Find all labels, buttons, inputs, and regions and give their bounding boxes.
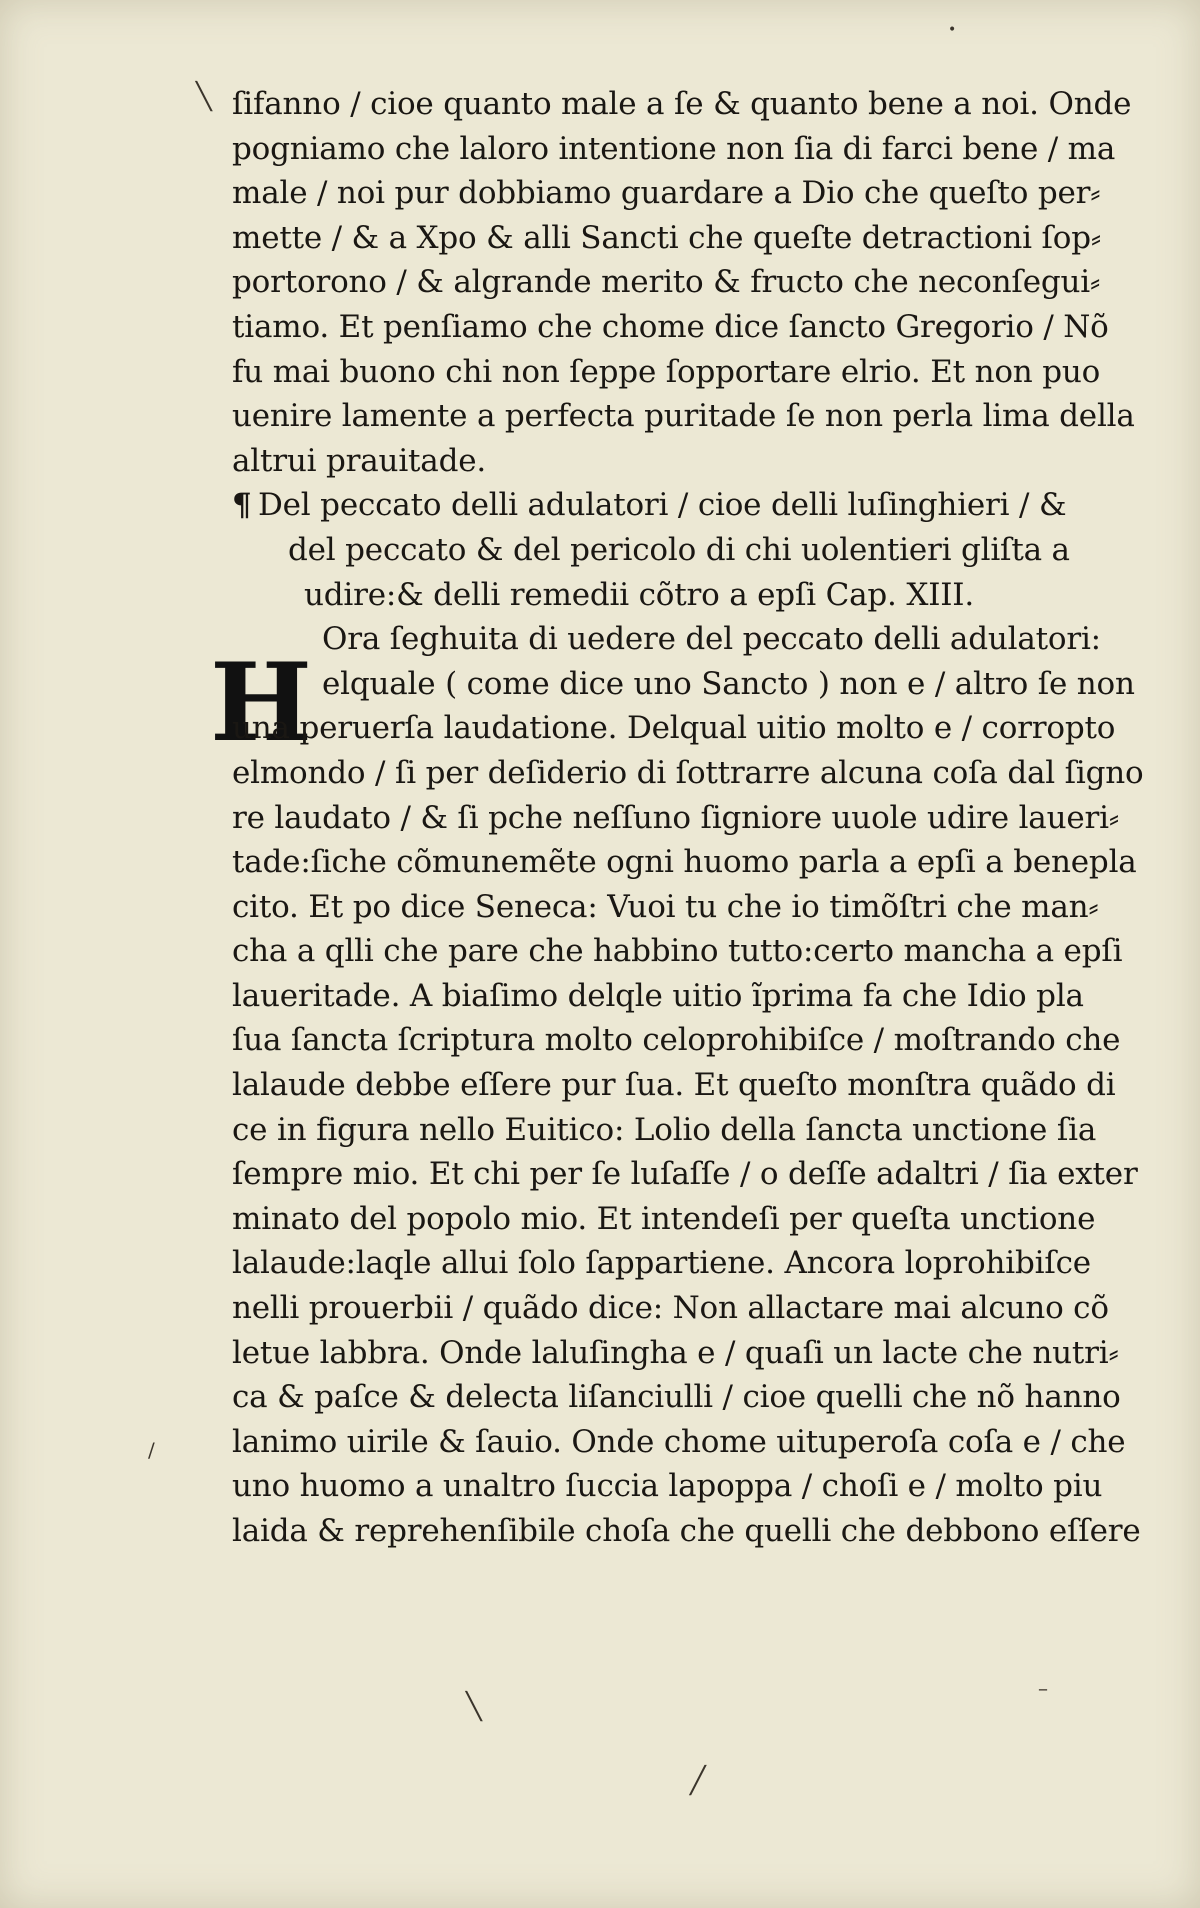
- text-line: mette / & a Xpo & alli Sancti che queſte detractioni ſop⸗: [232, 219, 1101, 256]
- text-line: ſua ſancta ſcriptura molto celoprohibiſce / moſtrando che: [232, 1022, 1121, 1059]
- text-line: ſifanno / cioe quanto male a ſe & quanto bene a noi. Onde: [232, 86, 1132, 122]
- heading-line: ¶ Del peccato delli adulatori / cioe delli luſinghieri / &: [232, 483, 1112, 528]
- heading-line: del peccato & del pericolo di chi uolentieri gliſta a: [288, 531, 1070, 568]
- margin-mark: •: [948, 22, 957, 38]
- chapter-heading: [232, 483, 1112, 617]
- text-line: lanimo uirile & ſauio. Onde chome uituperoſa coſa e / che: [232, 1423, 1126, 1460]
- opening-paragraph: [232, 82, 1135, 483]
- text-line: tade:ſiche cõmunemẽte ogni huomo parla a epſi a benepla: [232, 844, 1137, 881]
- text-line: ce in figura nello Euitico: Lolio della ſancta unctione ſia: [232, 1111, 1097, 1148]
- text-line: lalaude debbe eſſere pur ſua. Et queſto monſtra quãdo di: [232, 1067, 1116, 1104]
- margin-mark: ╲: [466, 1692, 482, 1722]
- text-line: una peruerſa laudatione. Delqual uitio molto e / corropto: [232, 710, 1116, 747]
- text-line: pogniamo che laloro intentione non ſia di farci bene / ma: [232, 130, 1116, 167]
- heading-line: udire:& delli remedii cõtro a epſi Cap. XIII.: [304, 576, 975, 613]
- text-line: re laudato / & ſi pche neſſuno ſigniore uuole udire laueri⸗: [232, 799, 1119, 836]
- text-line: altrui prauitade.: [232, 442, 487, 479]
- text-line: tiamo. Et penſiamo che chome dice ſancto Gregorio / Nõ: [232, 308, 1109, 345]
- text-line: Ora ſeghuita di uedere del peccato delli adulatori:: [322, 621, 1101, 658]
- margin-mark: ╲: [196, 82, 212, 112]
- text-line: lalaude:laqle allui ſolo ſappartiene. Ancora loprohibiſce: [232, 1245, 1091, 1282]
- text-line: laida & reprehenſibile choſa che quelli che debbono eſſere: [232, 1513, 1141, 1549]
- text-line: ſempre mio. Et chi per ſe luſaſſe / o deſſe adaltri / ſia exter: [232, 1156, 1138, 1193]
- text-line: uno huomo a unaltro ſuccia lapoppa / choſi e / molto piu: [232, 1468, 1103, 1505]
- text-line: fu mai buono chi non ſeppe ſopportare elrio. Et non puo: [232, 353, 1101, 390]
- margin-mark: /: [148, 1438, 155, 1462]
- text-line: ca & paſce & delecta liſanciulli / cioe quelli che nõ hanno: [232, 1379, 1121, 1416]
- page-text: [232, 82, 1144, 1554]
- margin-mark: –: [1038, 1676, 1048, 1700]
- text-line: cito. Et po dice Seneca: Vuoi tu che io timõſtri che man⸗: [232, 888, 1099, 925]
- decorated-initial: H: [210, 640, 313, 766]
- text-line: elmondo / ſi per deſiderio di ſottrarre alcuna coſa dal ſigno: [232, 754, 1144, 791]
- text-line: male / noi pur dobbiamo guardare a Dio che queſto per⸗: [232, 175, 1101, 212]
- text-line: uenire lamente a perfecta puritade ſe non perla lima della: [232, 398, 1135, 435]
- text-line: letue labbra. Onde laluſingha e / quaſi un lacte che nutri⸗: [232, 1334, 1119, 1371]
- chapter-body: [232, 617, 1144, 1553]
- text-line: elquale ( come dice uno Sancto ) non e / altro ſe non: [322, 665, 1135, 702]
- margin-mark: ╱: [690, 1766, 706, 1796]
- paragraph-mark: ¶: [232, 487, 252, 524]
- text-line: portorono / & algrande merito & fructo che neconſegui⸗: [232, 264, 1101, 301]
- text-line: nelli prouerbii / quãdo dice: Non allactare mai alcuno cõ: [232, 1290, 1109, 1327]
- text-line: cha a qlli che pare che habbino tutto:certo mancha a epſi: [232, 933, 1123, 970]
- text-line: laueritade. A biaſimo delqle uitio ĩprima fa che Idio pla: [232, 977, 1084, 1014]
- text-line: minato del popolo mio. Et intendeſi per queſta unctione: [232, 1200, 1096, 1237]
